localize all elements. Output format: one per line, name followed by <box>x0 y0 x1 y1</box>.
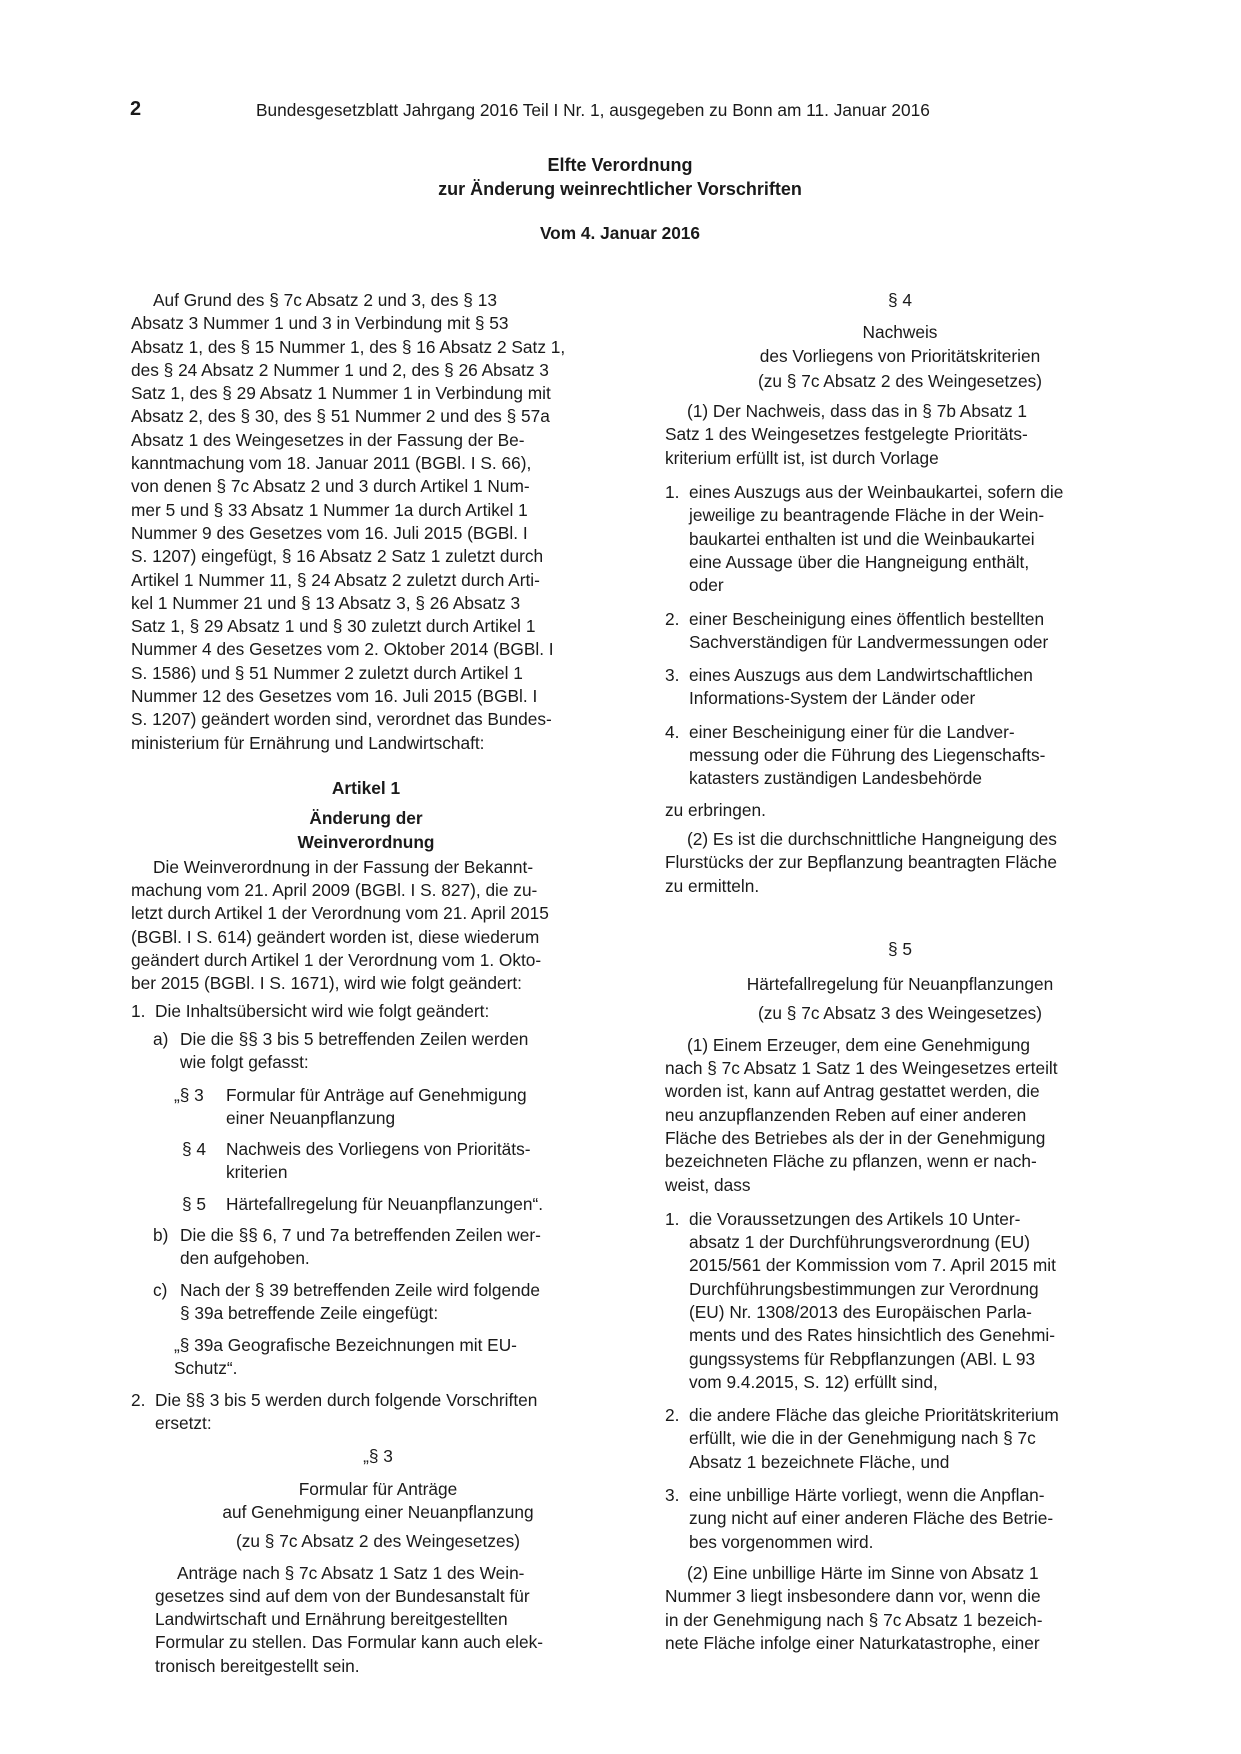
text-line: kel 1 Nummer 21 und § 13 Absatz 3, § 26 Absatz 3 <box>131 592 521 613</box>
text-line: Auf Grund des § 7c Absatz 2 und 3, des § 13 <box>153 290 497 310</box>
text-line: Absatz 1 des Weingesetzes in der Fassung der Be- <box>131 429 525 450</box>
text-line: ments und des Rates hinsichtlich des Genehmi- <box>689 1325 1055 1346</box>
text-line: Nach der § 39 betreffenden Zeile wird folgende <box>180 1279 540 1300</box>
list-item <box>665 608 1135 655</box>
list-item <box>665 1208 1135 1394</box>
text-line: Nummer 3 liegt insbesondere dann vor, wenn die <box>665 1586 1041 1607</box>
item-text <box>689 665 1033 708</box>
running-head: Bundesgesetzblatt Jahrgang 2016 Teil I Nr. 1, ausgegeben zu Bonn am 11. Januar 2016 <box>256 100 930 120</box>
toc-entry-number: § 4 <box>182 1139 207 1160</box>
text-line: Flurstücks der zur Bepflanzung beantragten Fläche <box>665 852 1057 873</box>
toc-list <box>131 1084 601 1216</box>
paragraph <box>665 1562 1135 1655</box>
list-item <box>131 1028 601 1075</box>
section-number: § 5 <box>887 938 913 959</box>
list-item <box>131 1224 601 1271</box>
text-line: S. 1207) eingefügt, § 16 Absatz 2 Satz 1 zuletzt durch <box>131 546 544 567</box>
text-line: einer Neuanpflanzung <box>226 1107 396 1128</box>
text-line: baukartei enthalten ist und die Weinbaukartei <box>689 528 1035 549</box>
page-header <box>130 98 1115 128</box>
item-text <box>180 1029 528 1072</box>
toc-entry <box>131 1138 601 1185</box>
text-line: machung vom 21. April 2009 (BGBl. I S. 827), die zu- <box>131 880 538 901</box>
text-line: eines Auszugs aus dem Landwirtschaftlichen <box>689 665 1033 686</box>
preamble <box>131 289 601 755</box>
text-line: mer 5 und § 33 Absatz 1 Nummer 1a durch Artikel 1 <box>131 499 528 520</box>
toc-entry-text <box>226 1194 543 1214</box>
text-line: oder <box>689 575 724 596</box>
text-line: (1) Der Nachweis, dass das in § 7b Absatz 1 <box>687 401 1028 422</box>
text-line: einer Bescheinigung einer für die Landver- <box>689 721 1015 742</box>
text-line: Absatz 1, des § 15 Nummer 1, des § 16 Absatz 2 Satz 1, <box>131 336 566 357</box>
text-line: zu ermitteln. <box>665 875 760 896</box>
item-text: Die Inhaltsübersicht wird wie folgt geändert: <box>155 1000 490 1021</box>
list-item <box>665 1404 1135 1474</box>
title-line: zur Änderung weinrechtlicher Vorschriften <box>438 179 802 199</box>
item-number: 3. <box>665 665 680 686</box>
item-number: 1. <box>131 1000 146 1021</box>
section-number: „§ 3 <box>363 1446 393 1467</box>
section-3 <box>131 1445 601 1678</box>
item-letter: a) <box>153 1028 169 1049</box>
text-line: die andere Fläche das gleiche Prioritätskriterium <box>689 1405 1059 1426</box>
text-line: Formular für Anträge <box>298 1478 458 1499</box>
text-line: in der Genehmigung nach § 7c Absatz 1 bezeich- <box>665 1609 1043 1630</box>
item-number: 2. <box>665 1405 680 1426</box>
page-number: 2 <box>130 98 142 120</box>
item-number: 1. <box>665 1208 680 1229</box>
text-line: Die die §§ 6, 7 und 7a betreffenden Zeilen wer- <box>180 1224 541 1245</box>
section-title: Härtefallregelung für Neuanpflanzungen <box>746 974 1054 995</box>
document-title <box>300 153 940 201</box>
text-line: Nachweis des Vorliegens von Prioritäts- <box>226 1139 531 1160</box>
section-reference: (zu § 7c Absatz 2 des Weingesetzes) <box>757 370 1042 391</box>
text-line: kanntmachung vom 18. Januar 2011 (BGBl. I S. 66), <box>131 453 532 474</box>
item-text <box>689 482 1063 595</box>
text-line: Absatz 3 Nummer 1 und 3 in Verbindung mit § 53 <box>131 313 509 334</box>
text-line: eines Auszugs aus der Weinbaukartei, sofern die <box>689 482 1064 503</box>
paragraph <box>665 1034 1135 1197</box>
toc-entry <box>131 1084 601 1131</box>
text-line: Anträge nach § 7c Absatz 1 Satz 1 des Wein- <box>177 1562 525 1583</box>
paragraph <box>665 400 1135 470</box>
item-text <box>689 1405 1059 1472</box>
text-line: Formular für Anträge auf Genehmigung <box>226 1084 527 1105</box>
text-line: ministerium für Ernährung und Landwirtschaft: <box>131 732 485 753</box>
text-line: Schutz“. <box>174 1358 238 1379</box>
document-date: Vom 4. Januar 2016 <box>539 223 701 243</box>
toc-entry-number: § 5 <box>182 1193 207 1214</box>
section-text <box>155 1562 601 1678</box>
text-line: nete Fläche infolge einer Naturkatastrophe, einer <box>665 1632 1040 1653</box>
text-line: Die §§ 3 bis 5 werden durch folgende Vorschriften <box>155 1389 538 1410</box>
text-line: bes vorgenommen wird. <box>689 1531 874 1552</box>
toc-entry <box>131 1193 601 1216</box>
item-text <box>689 609 1048 652</box>
text-line: Nachweis <box>862 322 938 343</box>
text-line: S. 1586) und § 51 Nummer 2 zuletzt durch Artikel 1 <box>131 662 523 683</box>
toc-quote <box>131 1334 601 1381</box>
text-line: Satz 1 des Weingesetzes festgelegte Prioritäts- <box>665 424 1028 445</box>
text-line: kriterium erfüllt ist, ist durch Vorlage <box>665 447 939 468</box>
text-line: jeweilige zu beantragende Fläche in der Wein- <box>689 505 1045 526</box>
item-letter: c) <box>153 1279 168 1300</box>
section-number: § 4 <box>887 290 913 310</box>
text-line: des § 24 Absatz 2 Nummer 1 und 2, des § 26 Absatz 3 <box>131 359 549 380</box>
text-line: nach § 7c Absatz 1 Satz 1 des Weingesetzes erteilt <box>665 1058 1058 1079</box>
text-line: Absatz 2, des § 30, des § 51 Nummer 2 und des § 57a <box>131 406 550 427</box>
text-line: den aufgehoben. <box>180 1248 310 1269</box>
text-line: Nummer 9 des Gesetzes vom 16. Juli 2015 (BGBl. I <box>131 522 528 543</box>
item-text <box>155 1390 537 1433</box>
text-line: Fläche des Betriebes als der in der Genehmigung <box>665 1127 1046 1148</box>
text-line: Landwirtschaft und Ernährung bereitgestellten <box>155 1609 508 1630</box>
text-line: wie folgt gefasst: <box>180 1052 309 1073</box>
item-text <box>689 722 1045 789</box>
list-item <box>131 1389 601 1436</box>
text-line: weist, dass <box>665 1174 751 1195</box>
text-line: bezeichneten Fläche zu pflanzen, wenn er nach- <box>665 1151 1037 1172</box>
text-line: kriterien <box>226 1162 288 1183</box>
text-line: Absatz 1 bezeichnete Fläche, und <box>689 1451 950 1472</box>
text-line: Formular zu stellen. Das Formular kann auch elek- <box>155 1632 544 1653</box>
text-line: Nummer 12 des Gesetzes vom 16. Juli 2015 (BGBl. I <box>131 686 538 707</box>
item-number: 1. <box>665 482 680 503</box>
text-line: Satz 1, § 29 Absatz 1 und § 30 zuletzt durch Artikel 1 <box>131 616 536 637</box>
text-line: 2015/561 der Kommission vom 7. April 2015 mit <box>689 1255 1056 1276</box>
text-line: auf Genehmigung einer Neuanpflanzung <box>222 1501 534 1522</box>
text-line: vom 9.4.2015, S. 12) erfüllt sind, <box>689 1371 938 1392</box>
text-line: die Voraussetzungen des Artikels 10 Unter- <box>689 1208 1021 1229</box>
text-line: ber 2015 (BGBl. I S. 1671), wird wie folgt geändert: <box>131 973 522 994</box>
item-text <box>180 1280 540 1323</box>
text-line: Sachverständigen für Landvermessungen oder <box>689 631 1049 652</box>
text-line: absatz 1 der Durchführungsverordnung (EU) <box>689 1232 1031 1253</box>
paragraph <box>665 828 1135 898</box>
numbered-list <box>665 1208 1135 1554</box>
section-title <box>155 1478 601 1525</box>
toc-entry-text <box>226 1139 530 1182</box>
text-line: Durchführungsbestimmungen zur Verordnung <box>689 1278 1039 1299</box>
text-line: erfüllt, wie die in der Genehmigung nach § 7c <box>689 1428 1036 1449</box>
text-line: (1) Einem Erzeuger, dem eine Genehmigung <box>687 1034 1030 1055</box>
text-line: Die die §§ 3 bis 5 betreffenden Zeilen werden <box>180 1028 529 1049</box>
text-line: Weinverordnung <box>297 831 435 852</box>
artikel-heading: Artikel 1 <box>331 777 401 798</box>
text-line: (2) Es ist die durchschnittliche Hangneigung des <box>687 828 1057 849</box>
text-line: Nummer 4 des Gesetzes vom 2. Oktober 2014 (BGBl. I <box>131 639 554 660</box>
text-line: messung oder die Führung des Liegenschafts- <box>689 745 1046 766</box>
text-line: zung nicht auf einer anderen Fläche des Betrie- <box>689 1508 1054 1529</box>
list-item <box>131 1279 601 1326</box>
item-number: 2. <box>665 608 680 629</box>
list-item <box>131 1000 601 1023</box>
item-number: 3. <box>665 1485 680 1506</box>
paragraph: zu erbringen. <box>665 799 766 820</box>
text-line: § 39a betreffende Zeile eingefügt: <box>180 1302 439 1323</box>
left-column <box>131 289 601 1678</box>
text-line: Artikel 1 Nummer 11, § 24 Absatz 2 zuletzt durch Arti- <box>131 569 540 590</box>
text-line: ersetzt: <box>155 1413 212 1434</box>
text-line: katasters zuständigen Landesbehörde <box>689 768 983 789</box>
item-text <box>689 1209 1056 1392</box>
text-line: gungssystems für Rebpflanzungen (ABl. L 93 <box>689 1348 1036 1369</box>
list-item <box>665 481 1135 597</box>
artikel-intro <box>131 856 601 996</box>
text-line: worden ist, kann auf Antrag gestattet werden, die <box>665 1081 1040 1102</box>
text-line: gesetzes sind auf dem von der Bundesanstalt für <box>155 1585 530 1606</box>
list-item <box>665 721 1135 791</box>
artikel-title <box>131 807 601 854</box>
text-line: Satz 1, des § 29 Absatz 1 Nummer 1 in Verbindung mit <box>131 383 551 404</box>
text-line: (EU) Nr. 1308/2013 des Europäischen Parla- <box>689 1301 1032 1322</box>
item-text <box>180 1225 541 1268</box>
text-line: Informations-System der Länder oder <box>689 688 976 709</box>
section-title <box>665 321 1135 368</box>
numbered-list <box>665 481 1135 791</box>
right-column <box>665 289 1135 1655</box>
text-line: (BGBl. I S. 614) geändert worden ist, diese wiederum <box>131 926 540 947</box>
toc-entry-number: „§ 3 <box>174 1084 204 1105</box>
section-reference: (zu § 7c Absatz 2 des Weingesetzes) <box>235 1531 520 1552</box>
text-line: von denen § 7c Absatz 2 und 3 durch Artikel 1 Num- <box>131 476 530 497</box>
text-line: letzt durch Artikel 1 der Verordnung vom 21. April 2015 <box>131 903 549 924</box>
item-letter: b) <box>153 1224 169 1245</box>
text-line: Die Weinverordnung in der Fassung der Bekannt- <box>153 856 534 877</box>
text-line: geändert durch Artikel 1 der Verordnung vom 1. Okto- <box>131 950 542 971</box>
text-line: „§ 39a Geografische Bezeichnungen mit EU- <box>174 1335 517 1356</box>
toc-entry-text <box>226 1085 527 1128</box>
text-line: eine Aussage über die Hangneigung enthält, <box>689 551 1030 572</box>
text-line: (2) Eine unbillige Härte im Sinne von Absatz 1 <box>687 1562 1039 1583</box>
text-line: eine unbillige Härte vorliegt, wenn die Anpflan- <box>689 1485 1045 1506</box>
item-number: 2. <box>131 1389 146 1410</box>
list-item <box>665 1484 1135 1554</box>
text-line: des Vorliegens von Prioritätskriterien <box>759 345 1041 366</box>
text-line: Härtefallregelung für Neuanpflanzungen“. <box>226 1193 544 1214</box>
title-line: Elfte Verordnung <box>547 155 693 175</box>
text-line: tronisch bereitgestellt sein. <box>155 1655 360 1676</box>
text-line: S. 1207) geändert worden sind, verordnet das Bundes- <box>131 709 552 730</box>
section-reference: (zu § 7c Absatz 3 des Weingesetzes) <box>757 1003 1042 1024</box>
text-line: einer Bescheinigung eines öffentlich bestellten <box>689 608 1045 629</box>
item-text <box>689 1485 1053 1552</box>
text-line: Änderung der <box>309 808 423 829</box>
list-item <box>665 664 1135 711</box>
text-line: neu anzupflanzenden Reben auf einer anderen <box>665 1104 1027 1125</box>
item-number: 4. <box>665 721 680 742</box>
